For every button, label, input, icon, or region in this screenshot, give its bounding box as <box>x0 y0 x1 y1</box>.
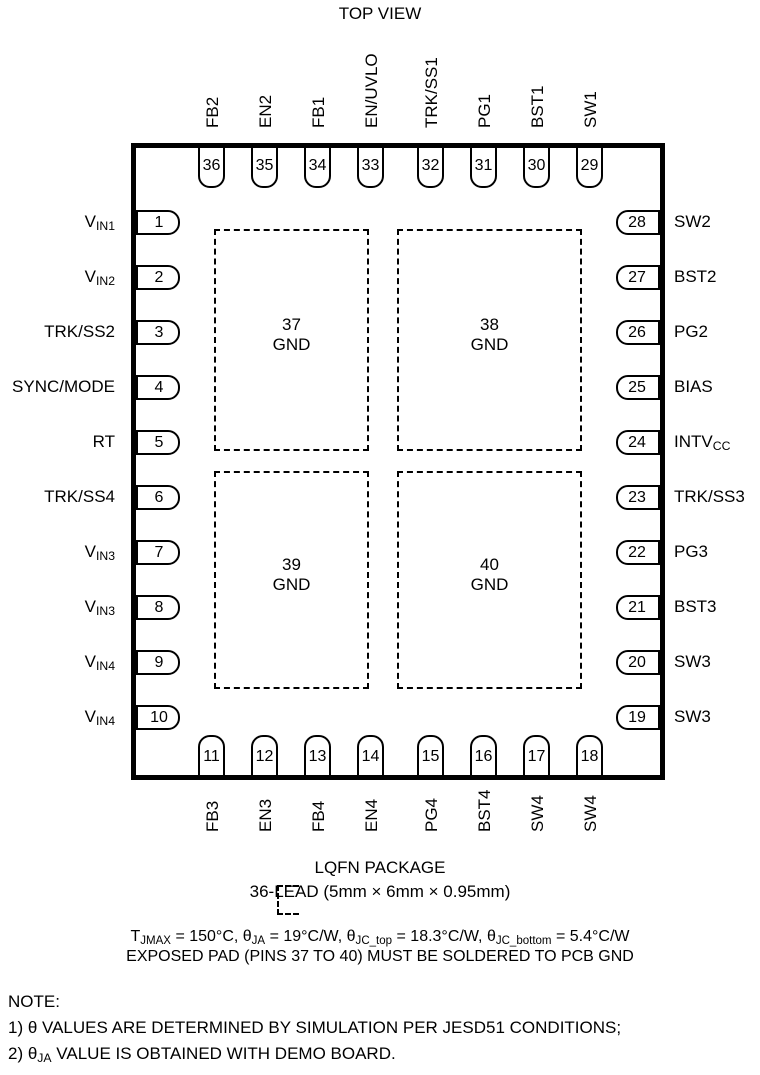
pad-39-label: GND <box>272 574 311 594</box>
pin-33-label: EN/UVLO <box>362 53 381 128</box>
pad-38-label: GND <box>470 334 509 354</box>
pin-1-label: $V_{IN1}$ <box>84 212 115 234</box>
note-heading: NOTE: <box>8 992 60 1011</box>
pin-35: 35 <box>251 146 278 188</box>
pin-34: 34 <box>304 146 331 188</box>
pin-1: 1 <box>136 210 180 235</box>
pin-11-label: FB3 <box>203 800 222 832</box>
pin-31: 31 <box>470 146 497 188</box>
pin-3: 3 <box>136 320 180 345</box>
pin-34-label: FB1 <box>309 96 328 128</box>
pin-23: 23 <box>616 485 660 510</box>
pin-33: 33 <box>357 146 384 188</box>
pin-12-label: EN3 <box>256 798 275 832</box>
pad-39-number: 39 <box>282 555 301 574</box>
exposed-pad-38 <box>397 229 582 451</box>
pin-8-label: $V_{IN3}$ <box>84 597 115 619</box>
pin-30: 30 <box>523 146 550 188</box>
pin-4: 4 <box>136 375 180 400</box>
pin-14-label: EN4 <box>362 798 381 832</box>
pin-19-label: SW3 <box>674 707 711 726</box>
note-line-1: 1) θ VALUES ARE DETERMINED BY SIMULATION PER JESD51 CONDITIONS; <box>8 1018 622 1037</box>
pin-28: 28 <box>616 210 660 235</box>
pin-25: 25 <box>616 375 660 400</box>
pin-13-label: FB4 <box>309 800 328 832</box>
pin-29-label: SW1 <box>581 91 600 128</box>
pin-17: 17 <box>523 735 550 777</box>
pin-3-label: TRK/SS2 <box>44 322 115 341</box>
lead-count-caption: 36-LEAD (5mm × 6mm × 0.95mm) <box>249 882 511 901</box>
exposed-pad-39 <box>214 471 369 689</box>
pin-9-label: $V_{IN4}$ <box>84 652 115 674</box>
pin-4-label: SYNC/MODE <box>12 377 115 396</box>
diagram-title: TOP VIEW <box>338 4 422 23</box>
exposed-pad-caption: EXPOSED PAD (PINS 37 TO 40) MUST BE SOLDERED TO PCB GND <box>126 948 634 965</box>
pin-36: 36 <box>198 146 225 188</box>
pin-27: 27 <box>616 265 660 290</box>
pin-19: 19 <box>616 705 660 730</box>
pin-5: 5 <box>136 430 180 455</box>
pin-35-label: EN2 <box>256 94 275 128</box>
pin-15-label: PG4 <box>422 797 441 832</box>
pin-24-label: $INTV_{CC}$ <box>674 432 731 454</box>
pin-25-label: BIAS <box>674 377 713 396</box>
pin-23-label: TRK/SS3 <box>674 487 745 506</box>
pin-22-label: PG3 <box>674 542 709 561</box>
pin-18: 18 <box>576 735 603 777</box>
pin-30-label: BST1 <box>528 85 547 128</box>
exposed-pad-40 <box>397 471 582 689</box>
pad-37-number: 37 <box>282 315 301 334</box>
pin-21: 21 <box>616 595 660 620</box>
pin-32: 32 <box>417 146 444 188</box>
pin-12: 12 <box>251 735 278 777</box>
pin-17-label: SW4 <box>528 795 547 832</box>
pin-16-label: BST4 <box>475 789 494 832</box>
pad-40-number: 40 <box>480 555 499 574</box>
pin-22: 22 <box>616 540 660 565</box>
pin-15: 15 <box>417 735 444 777</box>
pin-24: 24 <box>616 430 660 455</box>
pin-21-label: BST3 <box>674 597 717 616</box>
pin-18-label: SW4 <box>581 795 600 832</box>
pin-26: 26 <box>616 320 660 345</box>
pin-6: 6 <box>136 485 180 510</box>
pin-26-label: PG2 <box>674 322 709 341</box>
pin-29: 29 <box>576 146 603 188</box>
pin-20: 20 <box>616 650 660 675</box>
thermal-data-caption: $T_{JMAX} = 150^\circ C$, $\theta_{JA} = 19^\circ C/W$, $\theta_{JC\_top} = 18.3^\circ C/W$, $\theta_{JC\_bottom} = 5.4^\circ C/W$ <box>130 928 630 947</box>
pin-7-label: $V_{IN3}$ <box>84 542 115 564</box>
exposed-pad-37 <box>214 229 369 451</box>
pin-8: 8 <box>136 595 180 620</box>
pin-16: 16 <box>470 735 497 777</box>
pin-14: 14 <box>357 735 384 777</box>
pin-2: 2 <box>136 265 180 290</box>
pad-38-number: 38 <box>480 315 499 334</box>
pin-11: 11 <box>198 735 225 777</box>
pin-20-label: SW3 <box>674 652 711 671</box>
pin-5-label: RT <box>92 432 115 451</box>
pad-37-label: GND <box>272 334 311 354</box>
pin-36-label: FB2 <box>203 96 222 128</box>
pin-6-label: TRK/SS4 <box>44 487 115 506</box>
pin-10-label: $V_{IN4}$ <box>84 707 115 729</box>
pin-9: 9 <box>136 650 180 675</box>
pin-2-label: $V_{IN2}$ <box>84 267 115 289</box>
pad-40-label: GND <box>470 574 509 594</box>
pin-28-label: SW2 <box>674 212 711 231</box>
pin-7: 7 <box>136 540 180 565</box>
pin-10: 10 <box>136 705 180 730</box>
note-line-2: 2) $\theta_{JA}$ VALUE IS OBTAINED WITH DEMO BOARD. <box>8 1044 396 1066</box>
pin-31-label: PG1 <box>475 93 494 128</box>
package-name-caption: LQFN PACKAGE <box>314 858 446 877</box>
pin-27-label: BST2 <box>674 267 717 286</box>
pin-32-label: TRK/SS1 <box>422 57 441 128</box>
pin-13: 13 <box>304 735 331 777</box>
